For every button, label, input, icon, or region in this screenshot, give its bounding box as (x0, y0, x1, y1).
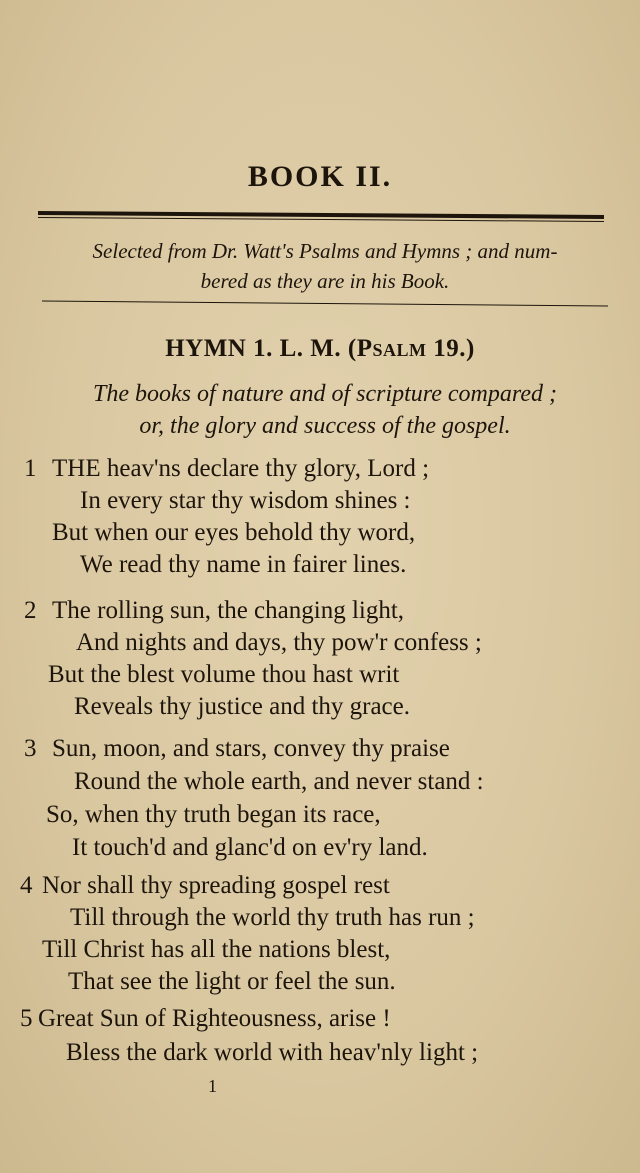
verse-line: Round the whole earth, and never stand : (74, 768, 484, 795)
verse-number: 3 (24, 735, 37, 762)
verse-line: Nor shall thy spreading gospel rest (42, 872, 390, 899)
verse-number: 2 (24, 597, 37, 624)
psalm-label: Psalm (356, 335, 427, 362)
verse-line: But when our eyes behold thy word, (52, 519, 416, 546)
verse-number: 5 (20, 1005, 33, 1032)
verse-line: It touch'd and glanc'd on ev'ry land. (72, 834, 428, 861)
hymn-subtitle (20, 378, 630, 442)
hymn-heading (0, 335, 640, 363)
hymn-heading-main: HYMN 1. L. M. ( (165, 335, 357, 362)
verse-line: Till Christ has all the nations blest, (42, 936, 391, 963)
book-title: BOOK II. (247, 160, 393, 193)
intro-line-2: bered as they are in his Book. (200, 269, 450, 293)
verse-line: Bless the dark world with heav'nly light ; (66, 1039, 479, 1066)
verse-number: 1 (24, 455, 37, 482)
verse-line: Sun, moon, and stars, convey thy praise (52, 735, 450, 762)
verse-line: In every star thy wisdom shines : (80, 487, 411, 514)
verse-line: But the blest volume thou hast writ (48, 661, 400, 688)
thin-rule (42, 301, 608, 307)
subtitle-line-2: or, the glory and success of the gospel. (139, 413, 511, 439)
verse-line: Great Sun of Righteousness, arise ! (38, 1005, 391, 1032)
subtitle-line-1: The books of nature and of scripture compared ; (93, 381, 557, 407)
verse-line: The rolling sun, the changing light, (52, 597, 405, 624)
catchword: 1 (208, 1076, 217, 1096)
verse-line: Till through the world thy truth has run ; (70, 904, 475, 931)
double-rule (38, 211, 604, 222)
verse-line: Reveals thy justice and thy grace. (74, 693, 410, 720)
verse-line: So, when thy truth began its race, (46, 801, 381, 828)
intro-note (30, 236, 620, 296)
psalm-number: 19.) (426, 335, 475, 362)
intro-line-1: Selected from Dr. Watt's Psalms and Hymns ; and num- (92, 239, 558, 263)
verse-line: And nights and days, thy pow'r confess ; (76, 629, 482, 656)
verse-line: That see the light or feel the sun. (68, 968, 396, 995)
verse-line: THE heav'ns declare thy glory, Lord ; (52, 455, 430, 482)
verse-number: 4 (20, 872, 33, 899)
verse-line: We read thy name in fairer lines. (80, 551, 407, 578)
